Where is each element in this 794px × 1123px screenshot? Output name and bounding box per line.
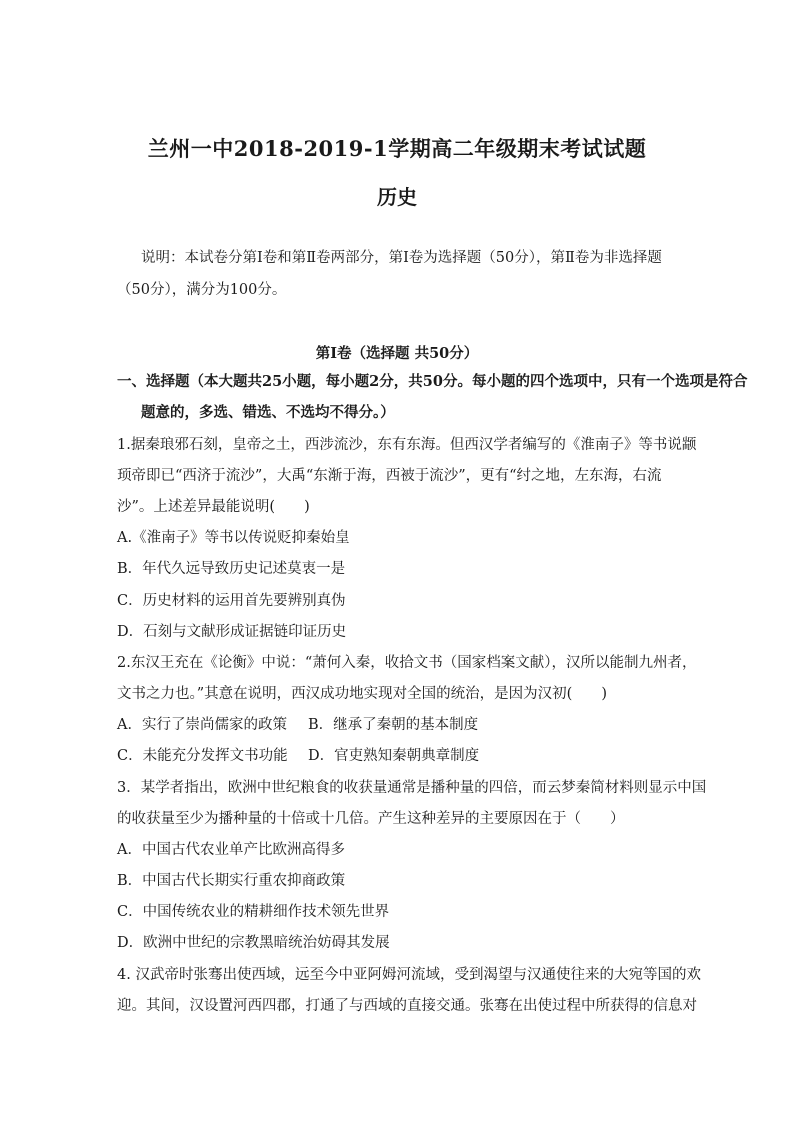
q2-option-b: B．继承了秦朝的基本制度 [308,717,479,733]
q3-stem-line-1: 3．某学者指出，欧洲中世纪粮食的收获量通常是播种量的四倍，而云梦秦简材料则显示中国 [117,780,707,796]
instructions-line-1: 说明：本试卷分第Ⅰ卷和第Ⅱ卷两部分，第Ⅰ卷为选择题（50分），第Ⅱ卷为非选择题 [141,250,662,266]
q2-options-row-1 [117,715,687,735]
q1-option-a: A.《淮南子》等书以传说贬抑秦始皇 [117,530,350,546]
q2-stem-line-2: 文书之力也。”其意在说明，西汉成功地实现对全国的统治，是因为汉初( ) [117,686,607,702]
section-heading-line-1: 一、选择题（本大题共25小题，每小题2分，共50分。每小题的四个选项中，只有一个选项是符合 [117,373,748,390]
q2-option-d: D．官吏熟知秦朝典章制度 [308,748,480,764]
instructions-line-2: （50分），满分为100分。 [117,282,287,298]
q3-option-b: B．中国古代长期实行重农抑商政策 [117,873,346,889]
part1-heading: 第Ⅰ卷（选择题 共50分） [315,345,479,362]
q3-option-d: D．欧洲中世纪的宗教黑暗统治妨碍其发展 [117,935,390,951]
q2-options-row-2 [117,746,687,766]
q1-stem-line-3: 沙”。上述差异最能说明( ) [117,499,310,515]
section-heading-line-2: 题意的，多选、错选、不选均不得分。） [141,404,395,421]
q2-option-a: A．实行了崇尚儒家的政策 [117,717,287,733]
q3-option-c: C．中国传统农业的精耕细作技术领先世界 [117,904,390,920]
subject-title: 历史 [377,185,417,209]
q1-option-b: B．年代久远导致历史记述莫衷一是 [117,561,346,577]
q1-option-c: C．历史材料的运用首先要辨别真伪 [117,593,346,609]
q4-stem-line-2: 迎。其间，汉设置河西四郡，打通了与西域的直接交通。张骞在出使过程中所获得的信息对 [117,998,697,1014]
q3-option-a: A．中国古代农业单产比欧洲高得多 [117,842,345,858]
q1-option-d: D．石刻与文献形成证据链印证历史 [117,624,347,640]
q3-stem-line-2: 的收获量至少为播种量的十倍或十几倍。产生这种差异的主要原因在于（ ） [117,811,625,827]
q4-stem-line-1: 4. 汉武帝时张骞出使西域，远至今中亚阿姆河流域，受到渴望与汉通使往来的大宛等国的欢 [117,967,701,983]
q2-stem-line-1: 2.东汉王充在《论衡》中说：“萧何入秦，收拾文书（国家档案文献），汉所以能制九州者， [117,655,697,671]
q1-stem-line-2: 顼帝即已“西济于流沙”，大禹“东渐于海，西被于流沙”，更有“纣之地，左东海，右流 [117,468,662,484]
exam-title: 兰州一中2018-2019-1学期高二年级期末考试试题 [147,136,647,161]
q1-stem-line-1: 1.据秦琅邪石刻，皇帝之土，西涉流沙，东有东海。但西汉学者编写的《淮南子》等书说颛 [117,437,697,453]
q2-option-c: C．未能充分发挥文书功能 [117,748,288,764]
